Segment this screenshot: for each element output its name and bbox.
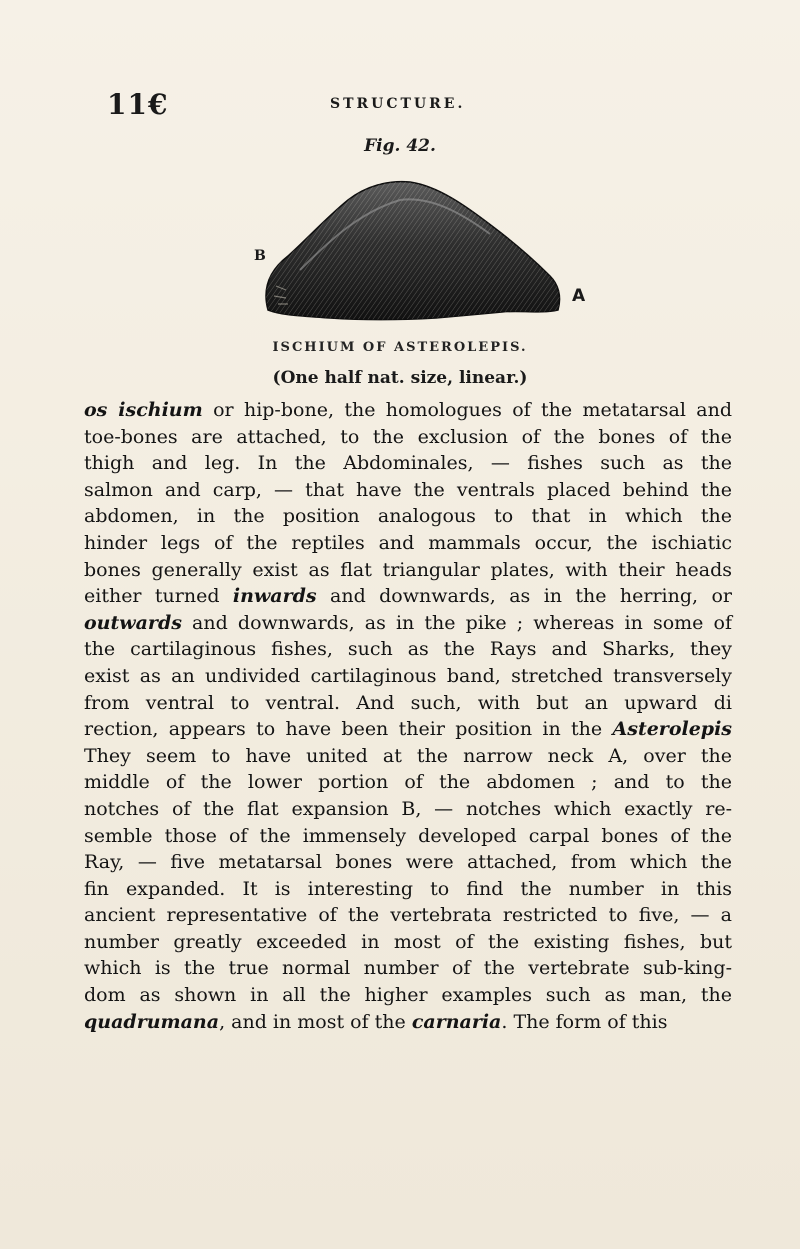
letter-a: A [572, 286, 586, 306]
text-line [84, 636, 732, 663]
text-segment: from ventral to ventral. And such, with but an upward di [84, 691, 732, 714]
figure-caption-scale: (One half nat. size, linear.) [272, 368, 528, 388]
text-segment: and downwards, as in the herring, or [316, 585, 732, 608]
text-line [84, 477, 732, 504]
text-segment: rection, appears to have been their position in the [84, 718, 613, 741]
bone-texture [266, 182, 560, 320]
letter-b: B [254, 248, 266, 264]
text-segment: toe-bones are attached, to the exclusion of the bones of the [84, 425, 732, 448]
text-line [84, 849, 732, 876]
text-line [84, 823, 732, 850]
text-line [84, 902, 732, 929]
text-line [84, 1009, 732, 1036]
text-line [84, 769, 732, 796]
text-line [84, 743, 732, 770]
text-line [84, 690, 732, 717]
text-segment: , and in most of the [219, 1010, 412, 1033]
text-segment: fin expanded. It is interesting to find the number in this [84, 877, 732, 900]
text-segment: thigh and leg. In the Abdominales, — fishes such as the [84, 452, 732, 475]
text-segment: which is the true normal number of the vertebrate sub-king- [84, 957, 732, 980]
text-segment: and downwards, as in the pike ; whereas in some of [181, 611, 732, 634]
text-line [84, 876, 732, 903]
text-line [84, 955, 732, 982]
text-line [84, 610, 732, 637]
italic-term: inwards [232, 585, 317, 608]
text-line [84, 557, 732, 584]
body-text [84, 397, 732, 1035]
text-segment: the cartilaginous fishes, such as the Rays and Sharks, they [84, 638, 732, 661]
text-segment: hinder legs of the reptiles and mammals occur, the ischiatic [84, 531, 732, 554]
text-segment: ancient representative of the vertebrata restricted to five, — a [84, 904, 732, 927]
text-segment: exist as an undivided cartilaginous band, stretched transversely [84, 664, 732, 687]
running-head: STRUCTURE. [330, 96, 466, 112]
text-line [84, 503, 732, 530]
text-segment: salmon and carp, — that have the ventrals placed behind the [84, 478, 732, 501]
ischium-illustration [240, 160, 600, 330]
text-segment: abdomen, in the position analogous to that in which the [84, 505, 732, 528]
italic-term: os ischium [84, 399, 203, 421]
text-segment: bones generally exist as flat triangular plates, with their heads [84, 558, 732, 581]
text-segment: number greatly exceeded in most of the existing fishes, but [84, 930, 732, 953]
figure-caption-title: ISCHIUM OF ASTEROLEPIS. [272, 340, 528, 355]
italic-term: outwards [84, 611, 182, 634]
text-line [84, 530, 732, 557]
text-segment: or hip-bone, the homologues of the metatarsal and [202, 399, 732, 421]
text-line [84, 583, 732, 610]
text-segment: dom as shown in all the higher examples such as man, the [84, 984, 732, 1007]
text-line [84, 982, 732, 1009]
text-line [84, 424, 732, 451]
italic-term: quadrumana [84, 1010, 220, 1033]
text-line [84, 716, 732, 743]
italic-term: Asterolepis [612, 718, 732, 741]
text-segment: . The form of this [501, 1010, 668, 1033]
text-segment: either turned [84, 585, 233, 608]
text-segment: middle of the lower portion of the abdomen ; and to the [84, 771, 732, 794]
text-segment: notches of the flat expansion B, — notches which exactly re- [84, 797, 732, 820]
text-line [84, 796, 732, 823]
page-number: 11€ [107, 88, 169, 121]
figure-label: Fig. 42. [364, 136, 436, 156]
text-line [84, 450, 732, 477]
text-line [84, 663, 732, 690]
text-segment: They seem to have united at the narrow neck A, over the [84, 744, 732, 767]
text-line [84, 929, 732, 956]
page-header [0, 88, 800, 128]
text-line [84, 397, 732, 424]
italic-term: carnaria [411, 1010, 502, 1033]
text-segment: semble those of the immensely developed carpal bones of the [84, 824, 732, 847]
text-segment: Ray, — five metatarsal bones were attached, from which the [84, 851, 732, 874]
